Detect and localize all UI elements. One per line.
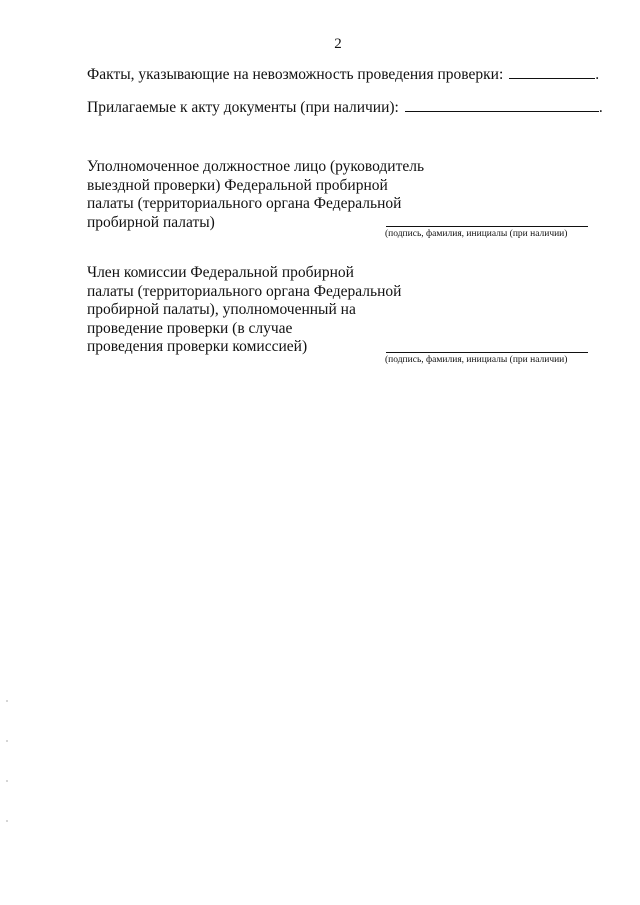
facts-period: .: [595, 66, 600, 83]
official-title-line: пробирной палаты): [87, 213, 215, 231]
commission-member-signature-line[interactable]: [386, 352, 588, 353]
official-signature-caption: (подпись, фамилия, инициалы (при наличии): [385, 229, 568, 239]
documents-label: Прилагаемые к акту документы (при наличии):: [87, 99, 399, 116]
official-title-block: [87, 158, 424, 232]
facts-label: Факты, указывающие на невозможность проведения проверки:: [87, 66, 504, 83]
documents-period: .: [598, 99, 603, 116]
facts-row: [87, 64, 599, 84]
page-number: 2: [334, 36, 342, 52]
documents-row: [87, 97, 603, 117]
scan-margin-artifact: [6, 700, 8, 860]
commission-member-title-line: проведения проверки комиссией): [87, 338, 308, 355]
official-title-line: выездной проверки) Федеральной пробирной: [87, 176, 388, 194]
official-signature-line[interactable]: [386, 226, 588, 227]
commission-member-title-line: Член комиссии Федеральной пробирной: [87, 264, 354, 281]
commission-member-title-block: [87, 264, 401, 357]
commission-member-title-line: пробирной палаты), уполномоченный на: [87, 301, 356, 318]
commission-member-title-line: проведение проверки (в случае: [87, 319, 293, 337]
documents-blank-line[interactable]: [405, 97, 599, 112]
facts-blank-line[interactable]: [509, 64, 595, 79]
commission-member-signature-caption: (подпись, фамилия, инициалы (при наличии): [385, 355, 568, 365]
official-title-line: палаты (территориального органа Федеральной: [87, 195, 402, 212]
commission-member-title-line: палаты (территориального органа Федеральной: [87, 282, 402, 300]
official-title-line: Уполномоченное должностное лицо (руководитель: [87, 158, 425, 175]
